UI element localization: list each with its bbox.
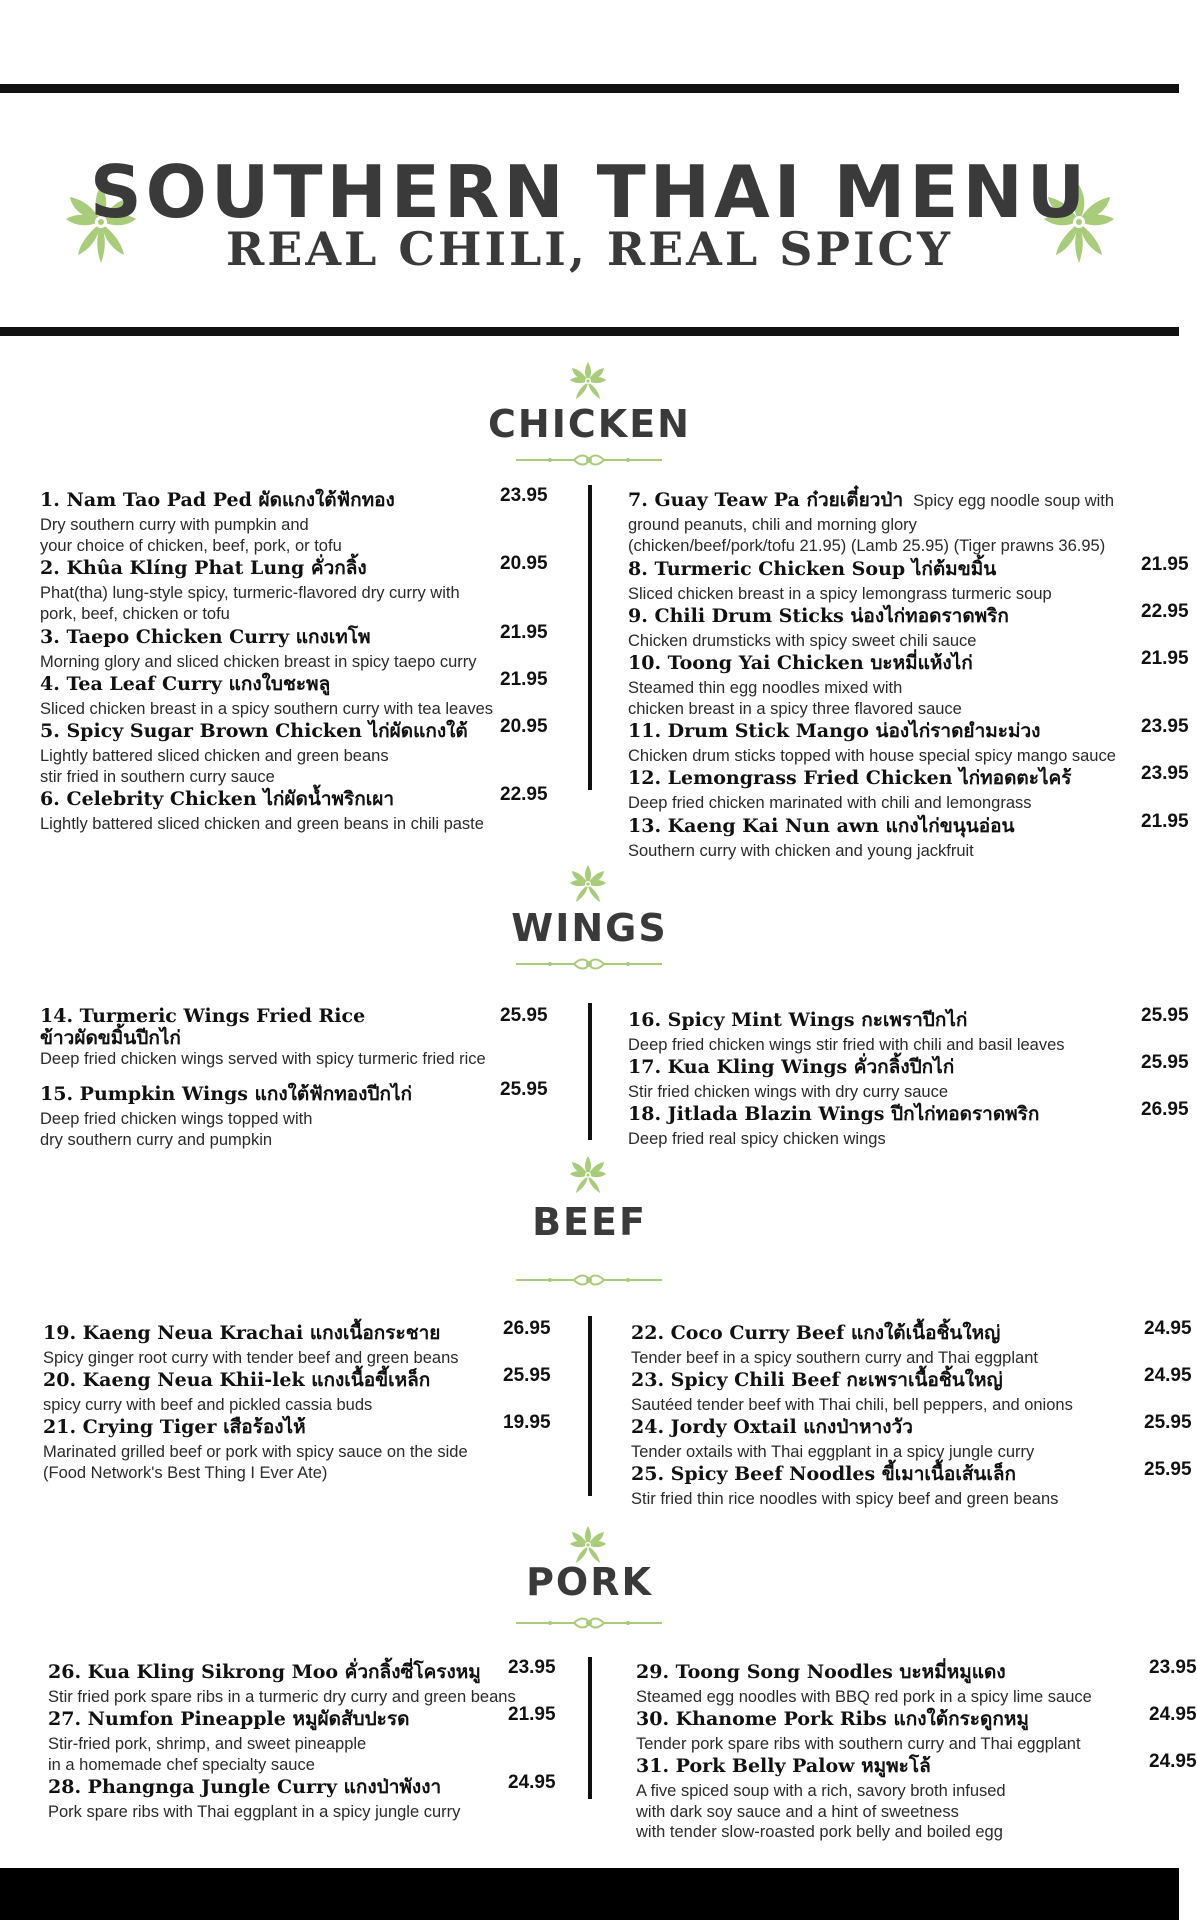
item-name-text: 24. Jordy Oxtail แกงป่าหางวัว [631,1416,913,1438]
item-name [48,1657,516,1687]
menu-item [628,1005,1189,1056]
menu-item [40,1005,548,1070]
item-description: (chicken/beef/pork/tofu 21.95) (Lamb 25.95) (Tiger prawns 36.95) [628,536,1106,555]
item-name-text: 16. Spicy Mint Wings กะเพราปีกไก่ [628,1009,968,1031]
menu-item [628,485,1114,556]
item-price: 22.95 [1141,601,1189,622]
menu-item [636,1751,1197,1843]
item-name-text: 11. Drum Stick Mango น่องไก่ราดยำมะม่วง [628,720,1041,742]
item-price: 21.95 [500,622,548,643]
item-name-text: 8. Turmeric Chicken Soup ไก่ต้มขมิ้น [628,558,997,580]
item-description: Sautéed tender beef with Thai chili, bell peppers, and onions [631,1396,1073,1414]
item-description: ground peanuts, chili and morning glory [628,516,917,534]
item-description: A five spiced soup with a rich, savory broth infused [636,1782,1006,1800]
item-name [628,485,1114,515]
section-title-pork: PORK [526,1560,653,1604]
item-description: ข้าวผัดขมิ้นปีกไก่ [40,1027,181,1049]
item-description: with dark soy sauce and a hint of sweetness [636,1802,959,1821]
item-name-text: 31. Pork Belly Palow หมูพะโล้ [636,1755,931,1777]
item-name [628,716,1116,746]
item-name-text: 28. Phangnga Jungle Curry แกงป่าพังงา [48,1776,442,1798]
item-name [40,622,477,652]
menu-item [628,648,1189,719]
item-price: 21.95 [508,1704,556,1725]
item-name-text: 12. Lemongrass Fried Chicken ไก่ทอดตะไคร้ [628,767,1072,789]
item-name-text: 4. Tea Leaf Curry แกงใบชะพลู [40,673,331,695]
menu-item [628,716,1189,767]
item-price: 21.95 [1141,554,1189,575]
menu-item [40,716,548,787]
item-name-text: 29. Toong Song Noodles บะหมี่หมูแดง [636,1661,1006,1683]
lotus-icon [568,863,608,905]
item-price: 23.95 [500,485,548,506]
item-description: Deep fried chicken marinated with chili and lemongrass [628,794,1032,812]
column-divider [588,1003,592,1140]
item-description: dry southern curry and pumpkin [40,1130,273,1149]
menu-item [631,1318,1192,1369]
item-price: 19.95 [503,1412,551,1433]
item-name-text: 7. Guay Teaw Pa ก๋วยเตี๋ยวป่า [628,489,904,511]
flourish-divider-icon [514,954,664,974]
item-name-text: 23. Spicy Chili Beef กะเพราเนื้อชิ้นใหญ่ [631,1369,1003,1391]
item-description: Phat(tha) lung-style spicy, turmeric-flavored dry curry with [40,584,460,602]
menu-item [631,1365,1192,1416]
menu-item [628,1099,1189,1150]
menu-item [40,485,548,556]
item-name [43,1318,459,1348]
item-description: in a homemade chef specialty sauce [48,1755,315,1774]
item-name-text: 15. Pumpkin Wings แกงใต้ฟักทองปีกไก่ [40,1083,413,1105]
flourish-divider-icon [514,1613,664,1633]
menu-item [40,553,548,624]
section-title-wings: WINGS [511,906,668,950]
menu-item [628,601,1189,652]
item-description: Steamed thin egg noodles mixed with [628,679,903,697]
item-description: Deep fried real spicy chicken wings [628,1130,886,1148]
item-price: 25.95 [1141,1005,1189,1026]
item-name [628,554,1052,584]
menu-title: SOUTHERN THAI MENU [89,150,1090,234]
menu-item [40,622,548,673]
item-name-text: 14. Turmeric Wings Fried Rice [40,1005,366,1027]
item-price: 26.95 [1141,1099,1189,1120]
item-name-text: 10. Toong Yai Chicken บะหมี่แห้งไก่ [628,652,973,674]
menu-item [636,1657,1197,1708]
header-top-rule [0,84,1179,93]
lotus-icon [568,1154,608,1196]
section-title-beef: BEEF [532,1200,647,1244]
item-description: Deep fried chicken wings served with spicy turmeric fried rice [40,1050,486,1068]
column-divider [588,1657,592,1799]
item-price: 23.95 [1149,1657,1197,1678]
item-name-text: 1. Nam Tao Pad Ped ผัดแกงใต้ฟักทอง [40,489,395,511]
item-name-text: 2. Khûa Klíng Phat Lung คั่วกลิ้ง [40,557,367,579]
item-description: Tender beef in a spicy southern curry and Thai eggplant [631,1349,1038,1367]
item-description: your choice of chicken, beef, pork, or tofu [40,536,342,555]
item-name-text: 30. Khanome Pork Ribs แกงใต้กระดูกหมู [636,1708,1029,1730]
item-name [628,601,1009,631]
item-name [628,1005,1065,1035]
item-name-text: 21. Crying Tiger เสือร้องไห้ [43,1416,306,1438]
item-price: 20.95 [500,716,548,737]
item-name [40,1005,486,1027]
flourish-divider-icon [514,450,664,470]
item-name [40,553,460,583]
menu-item [628,811,1189,862]
item-name [636,1657,1092,1687]
menu-item [43,1412,551,1483]
item-name-text: 13. Kaeng Kai Nun awn แกงไก่ขนุนอ่อน [628,815,1015,837]
menu-item [48,1772,556,1823]
menu-subtitle: REAL CHILI, REAL SPICY [226,222,953,276]
item-name [40,716,468,746]
item-price: 23.95 [1141,716,1189,737]
menu-item [40,784,548,835]
item-description: Lightly battered sliced chicken and green beans [40,747,389,765]
item-price: 21.95 [500,669,548,690]
item-name [631,1365,1073,1395]
item-description: Dry southern curry with pumpkin and [40,516,309,534]
item-description: Lightly battered sliced chicken and green beans in chili paste [40,815,484,833]
item-name [628,811,1015,841]
item-price: 24.95 [1144,1318,1192,1339]
item-name-text: 20. Kaeng Neua Khii-lek แกงเนื้อขี้เหล็ก [43,1369,431,1391]
item-name [631,1459,1058,1489]
item-description: pork, beef, chicken or tofu [40,604,230,623]
item-price: 25.95 [1141,1052,1189,1073]
item-description: spicy curry with beef and pickled cassia buds [43,1396,373,1414]
item-price: 20.95 [500,553,548,574]
item-description: Deep fried chicken wings stir fried with chili and basil leaves [628,1036,1065,1054]
item-name [628,763,1071,793]
item-price: 25.95 [1144,1459,1192,1480]
footer-band [0,1868,1179,1920]
item-name [43,1412,468,1442]
column-divider [588,1316,592,1496]
item-description: Tender pork spare ribs with southern curry and Thai eggplant [636,1735,1081,1753]
item-name-text: 19. Kaeng Neua Krachai แกงเนื้อกระชาย [43,1322,441,1344]
item-price: 25.95 [500,1079,548,1100]
item-name-text: 6. Celebrity Chicken ไก่ผัดน้ำพริกเผา [40,788,395,810]
item-description: Sliced chicken breast in a spicy lemongrass turmeric soup [628,585,1052,603]
menu-item [48,1657,556,1708]
item-price: 21.95 [1141,811,1189,832]
item-description: Stir fried thin rice noodles with spicy beef and green beans [631,1490,1059,1508]
item-description: Marinated grilled beef or pork with spicy sauce on the side [43,1443,468,1461]
menu-item [40,1079,548,1150]
item-description: Deep fried chicken wings topped with [40,1110,313,1128]
item-name-text: 3. Taepo Chicken Curry แกงเทโพ [40,626,371,648]
menu-item [40,669,548,720]
item-description: Chicken drumsticks with spicy sweet chili sauce [628,632,977,650]
item-price: 23.95 [1141,763,1189,784]
item-name [636,1704,1081,1734]
item-price: 23.95 [508,1657,556,1678]
item-price: 24.95 [1149,1704,1197,1725]
item-name-text: 25. Spicy Beef Noodles ขี้เมาเนื้อเส้นเล็ก [631,1463,1017,1485]
item-description: Spicy egg noodle soup with [913,492,1115,510]
item-description: Spicy ginger root curry with tender beef and green beans [43,1349,459,1367]
item-name [628,1052,954,1082]
item-description: stir fried in southern curry sauce [40,767,275,786]
item-name [40,485,395,515]
item-description: Stir-fried pork, shrimp, and sweet pineapple [48,1735,367,1753]
item-description: with tender slow-roasted pork belly and boiled egg [636,1823,1003,1841]
item-name [631,1318,1038,1348]
item-description: Sliced chicken breast in a spicy southern curry with tea leaves [40,700,494,718]
item-name [636,1751,1006,1781]
item-name-text: 9. Chili Drum Sticks น่องไก่ทอดราดพริก [628,605,1009,627]
item-description: Morning glory and sliced chicken breast in spicy taepo curry [40,653,477,671]
item-name-text: 22. Coco Curry Beef แกงใต้เนื้อชิ้นใหญ่ [631,1322,1001,1344]
item-name-text: 17. Kua Kling Wings คั่วกลิ้งปีกไก่ [628,1056,955,1078]
item-price: 21.95 [1141,648,1189,669]
item-description: Southern curry with chicken and young jackfruit [628,842,974,860]
item-description: (Food Network's Best Thing I Ever Ate) [43,1463,328,1482]
item-description: Pork spare ribs with Thai eggplant in a spicy jungle curry [48,1803,461,1821]
section-title-chicken: CHICKEN [488,402,691,446]
menu-item [48,1704,556,1775]
item-name-text: 27. Numfon Pineapple หมูผัดสับปะรด [48,1708,410,1730]
item-name [628,648,973,678]
item-name [631,1412,1034,1442]
item-price: 25.95 [1144,1412,1192,1433]
item-description: Stir fried chicken wings with dry curry sauce [628,1083,949,1101]
lotus-icon [568,360,608,402]
item-name-text: 26. Kua Kling Sikrong Moo คั่วกลิ้งซี่โครงหมู [48,1661,481,1683]
item-price: 24.95 [1144,1365,1192,1386]
item-price: 25.95 [503,1365,551,1386]
item-description: Chicken drum sticks topped with house special spicy mango sauce [628,747,1116,765]
item-name [40,669,493,699]
item-name [48,1704,409,1734]
item-name [40,784,484,814]
item-price: 22.95 [500,784,548,805]
menu-item [628,1052,1189,1103]
item-name [628,1099,1039,1129]
menu-item [636,1704,1197,1755]
item-description: Tender oxtails with Thai eggplant in a spicy jungle curry [631,1443,1035,1461]
item-description: Stir fried pork spare ribs in a turmeric dry curry and green beans [48,1688,516,1706]
item-name [40,1079,412,1109]
item-price: 26.95 [503,1318,551,1339]
item-description: Steamed egg noodles with BBQ red pork in a spicy lime sauce [636,1688,1092,1706]
menu-item [631,1412,1192,1463]
item-name-text: 5. Spicy Sugar Brown Chicken ไก่ผัดแกงใต้ [40,720,468,742]
flourish-divider-icon [514,1270,664,1290]
menu-item [43,1365,551,1416]
item-name [43,1365,430,1395]
header-bottom-rule [0,327,1179,336]
item-price: 24.95 [508,1772,556,1793]
menu-item [628,554,1189,605]
menu-item [631,1459,1192,1510]
menu-item [628,763,1189,814]
item-description: chicken breast in a spicy three flavored sauce [628,699,962,718]
menu-item [43,1318,551,1369]
item-price: 24.95 [1149,1751,1197,1772]
column-divider [588,485,592,790]
item-name [48,1772,460,1802]
item-price: 25.95 [500,1005,548,1026]
item-name-text: 18. Jitlada Blazin Wings ปีกไก่ทอดราดพริก [628,1103,1040,1125]
